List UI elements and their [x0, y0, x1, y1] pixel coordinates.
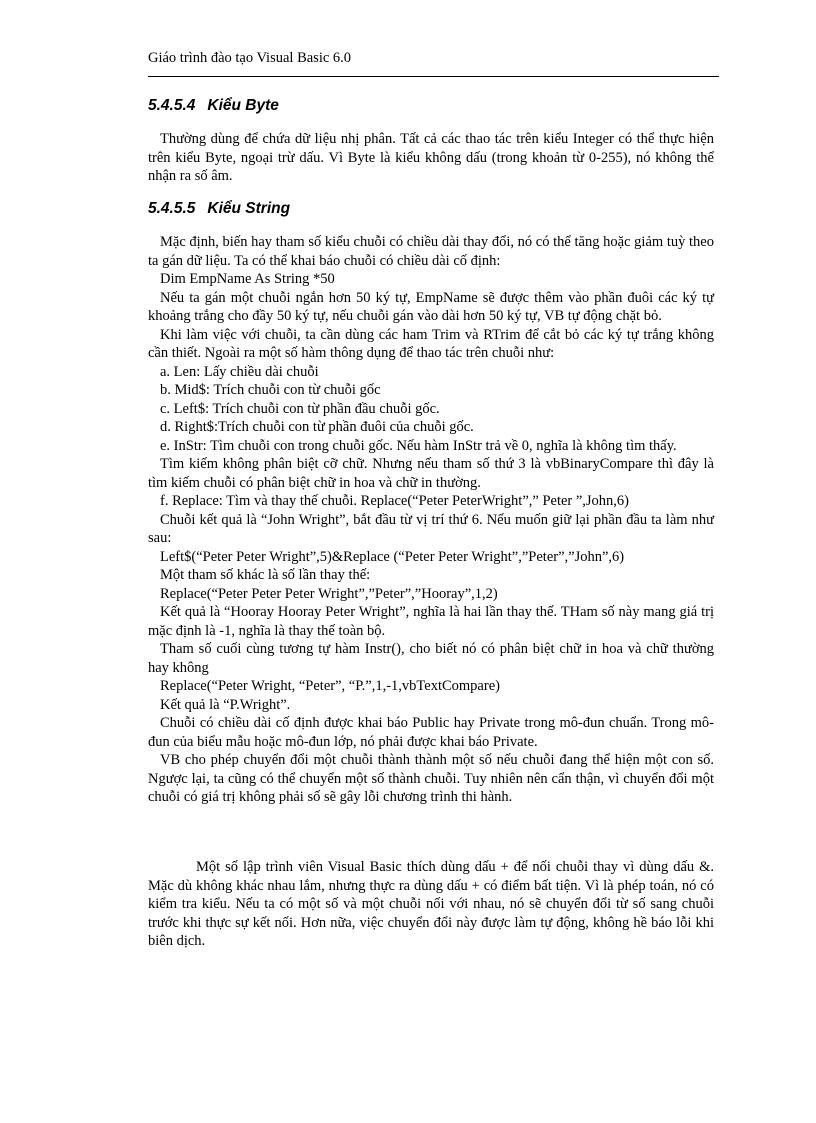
- paragraph: VB cho phép chuyển đổi một chuỗi thành thành một số nếu chuỗi đang thể hiện một con số. Ngược lại, ta cũng có thể chuyển một số thành chuỗi. Tuy nhiên nên cẩn thận, vì chuyển đổi một chuỗi có giá trị không phải số sẽ gây lỗi chương trình thi hành.: [148, 752, 714, 805]
- code-line: Replace(“Peter Peter Peter Wright”,”Peter”,”Hooray”,1,2): [160, 585, 498, 602]
- code-line: Left$(“Peter Peter Wright”,5)&Replace (“Peter Peter Wright”,”Peter”,”John”,6): [160, 548, 625, 565]
- section-heading-byte: [148, 97, 279, 115]
- paragraph: Mặc định, biến hay tham số kiểu chuỗi có chiều dài thay đổi, nó có thể tăng hoặc giảm tuỳ theo ta gán dữ liệu. Ta có thể khai báo chuỗi có chiều dài cố định:: [148, 234, 714, 269]
- paragraph: Tìm kiếm không phân biệt cỡ chữ. Nhưng nếu tham số thứ 3 là vbBinaryCompare thì đây là tìm kiếm chuỗi có phân biệt chữ in hoa và chữ in thường.: [148, 456, 714, 491]
- paragraph: Thường dùng để chứa dữ liệu nhị phân. Tất cả các thao tác trên kiểu Integer có thể thực hiện trên kiểu Byte, ngoại trừ dấu. Vì Byte là kiểu không dấu (trong khoản từ 0-255), nó không thể nhận ra số âm.: [148, 131, 714, 184]
- section-body-byte: [148, 130, 714, 186]
- code-line: Replace(“Peter Wright, “Peter”, “P.”,1,-1,vbTextCompare): [160, 678, 500, 694]
- paragraph: Nếu ta gán một chuỗi ngắn hơn 50 ký tự, EmpName sẽ được thêm vào phần đuôi các ký tự khoảng trắng cho đầy 50 ký tự, nếu chuỗi gán vào dài hơn 50 ký tự, VB tự động chặt bỏ.: [148, 289, 714, 324]
- paragraph: Chuỗi có chiều dài cố định được khai báo Public hay Private trong mô-đun chuẩn. Trong mô-đun của biểu mẫu hoặc mô-đun lớp, nó phải được khai báo Private.: [148, 715, 714, 750]
- document-header: Giáo trình đào tạo Visual Basic 6.0: [148, 50, 352, 66]
- list-item: a. Len: Lấy chiều dài chuỗi: [160, 363, 319, 380]
- paragraph: Tham số cuối cùng tương tự hàm Instr(), cho biết nó có phân biệt chữ in hoa và chữ thường hay không: [148, 641, 714, 676]
- paragraph: Kết quả là “Hooray Hooray Peter Wright”, nghĩa là hai lần thay thế. THam số này mang giá trị mặc định là -1, nghĩa là thay thế toàn bộ.: [148, 604, 714, 639]
- list-item: d. Right$:Trích chuỗi con từ phần đuôi của chuỗi gốc.: [160, 419, 474, 435]
- header-rule: [148, 76, 719, 77]
- paragraph: Kết quả là “P.Wright”.: [160, 696, 291, 713]
- paragraph: Một tham số khác là số lần thay thế:: [160, 567, 371, 583]
- section-title: Kiểu Byte: [207, 97, 279, 114]
- section-title: Kiểu String: [207, 200, 291, 217]
- paragraph: Chuỗi kết quả là “John Wright”, bắt đầu từ vị trí thứ 6. Nếu muốn giữ lại phần đầu ta làm như sau:: [148, 511, 714, 546]
- section-number: 5.4.5.5: [148, 200, 196, 217]
- list-item: c. Left$: Trích chuỗi con từ phần đầu chuỗi gốc.: [160, 400, 440, 417]
- section-body-string: [148, 233, 714, 807]
- list-item: f. Replace: Tìm và thay thế chuỗi. Replace(“Peter PeterWright”,” Peter ”,John,6): [160, 493, 630, 509]
- code-line: Dim EmpName As String *50: [160, 271, 335, 287]
- closing-block: [148, 858, 714, 951]
- list-item: b. Mid$: Trích chuỗi con từ chuỗi gốc: [160, 382, 381, 398]
- section-number: 5.4.5.4: [148, 97, 196, 114]
- list-item: e. InStr: Tìm chuỗi con trong chuỗi gốc. Nếu hàm InStr trả về 0, nghĩa là không tìm thấy.: [160, 437, 677, 454]
- closing-paragraph: Một số lập trình viên Visual Basic thích dùng dấu + để nối chuỗi thay vì dùng dấu &. Mặc dù không khác nhau lắm, nhưng thực ra dùng dấu + có điểm bất tiện. Vì là phép toán, nó có kiểm tra kiểu. Nếu ta có một số và một chuỗi nối với nhau, nó sẽ chuyển đổi từ số sang chuỗi trước khi thực sự kết nối. Hơn nữa, việc chuyển đổi này được làm tự động, không hề báo lỗi khi biên dịch.: [148, 859, 714, 949]
- section-heading-string: [148, 200, 290, 218]
- paragraph: Khi làm việc với chuỗi, ta cần dùng các ham Trim và RTrim để cắt bỏ các ký tự trắng không cần thiết. Ngoài ra một số hàm thông dụng để thao tác trên chuỗi như:: [148, 326, 714, 361]
